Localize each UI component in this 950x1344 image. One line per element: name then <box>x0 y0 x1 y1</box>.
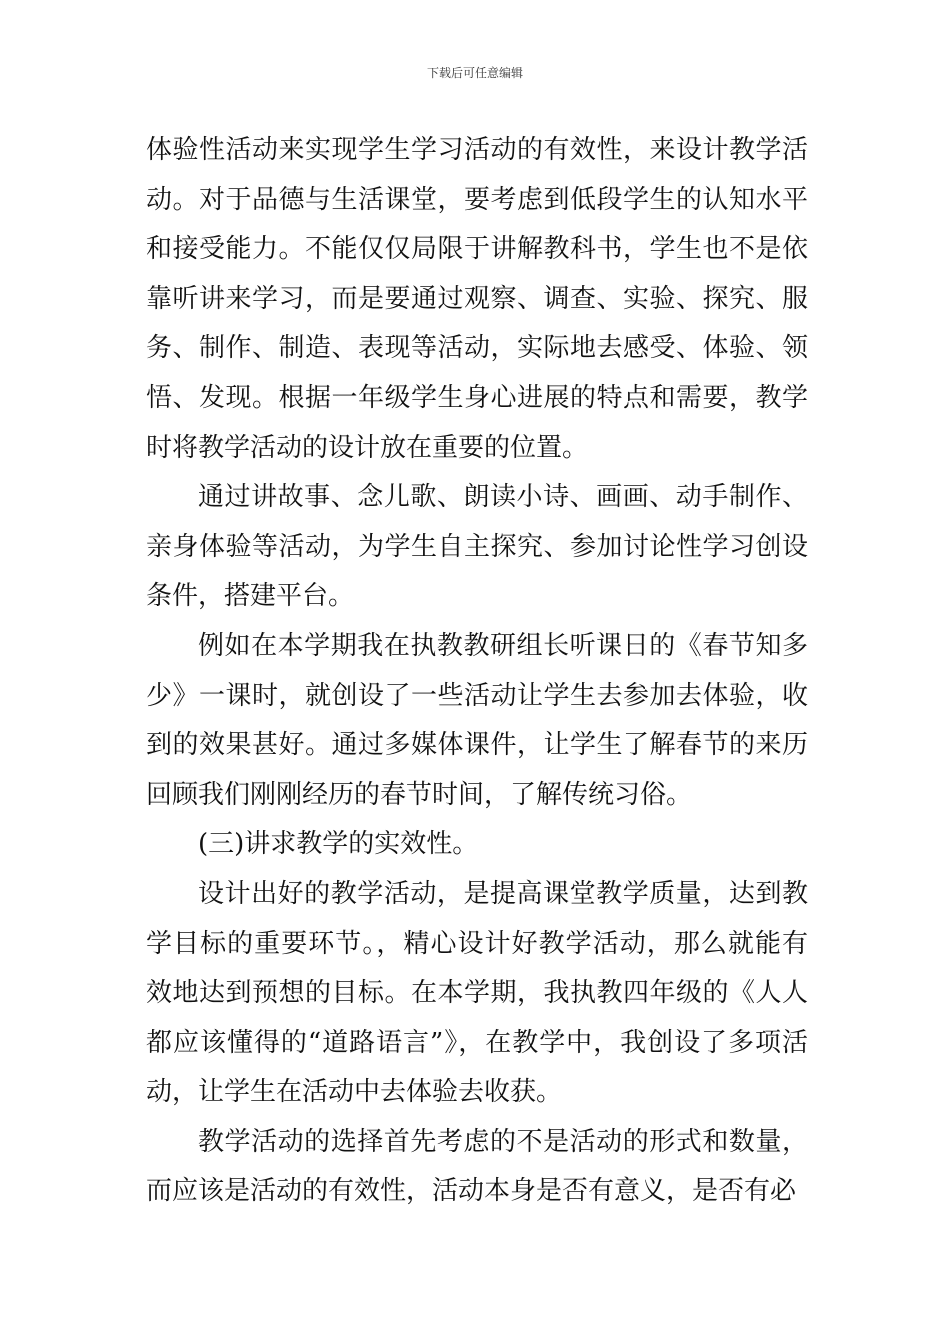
paragraph-3: 例如在本学期我在执教教研组长听课日的《春节知多少》一课时，就创设了一些活动让学生去参加去体验，收到的效果甚好。通过多媒体课件，让学生了解春节的来历回顾我们刚刚经历的春节时间，了解传统习俗。 <box>146 630 808 810</box>
paragraph-2: 通过讲故事、念儿歌、朗读小诗、画画、动手制作、亲身体验等活动，为学生自主探究、参加讨论性学习创设条件，搭建平台。 <box>146 482 808 612</box>
paragraph-5: 教学活动的选择首先考虑的不是活动的形式和数量，而应该是活动的有效性，活动本身是否有意义，是否有必 <box>146 1126 808 1207</box>
paragraph-4: 设计出好的教学活动，是提高课堂教学质量，达到教学目标的重要环节。，精心设计好教学活动，那么就能有效地达到预想的目标。在本学期，我执教四年级的《人人都应该懂得的“道路语言”》，在教学中，我创设了多项活动，让学生在活动中去体验去收获。 <box>146 878 808 1108</box>
document-body <box>146 126 808 1217</box>
page-header: 下载后可任意编辑 <box>426 66 523 80</box>
paragraph-1: 体验性活动来实现学生学习活动的有效性，来设计教学活动。对于品德与生活课堂，要考虑到低段学生的认知水平和接受能力。不能仅仅局限于讲解教科书，学生也不是依靠听讲来学习，而是要通过观察、调查、实验、探究、服务、制作、制造、表现等活动，实际地去感受、体验、领悟、发现。根据一年级学生身心进展的特点和需要，教学时将教学活动的设计放在重要的位置。 <box>146 135 808 463</box>
section-heading: (三)讲求教学的实效性。 <box>198 829 479 860</box>
